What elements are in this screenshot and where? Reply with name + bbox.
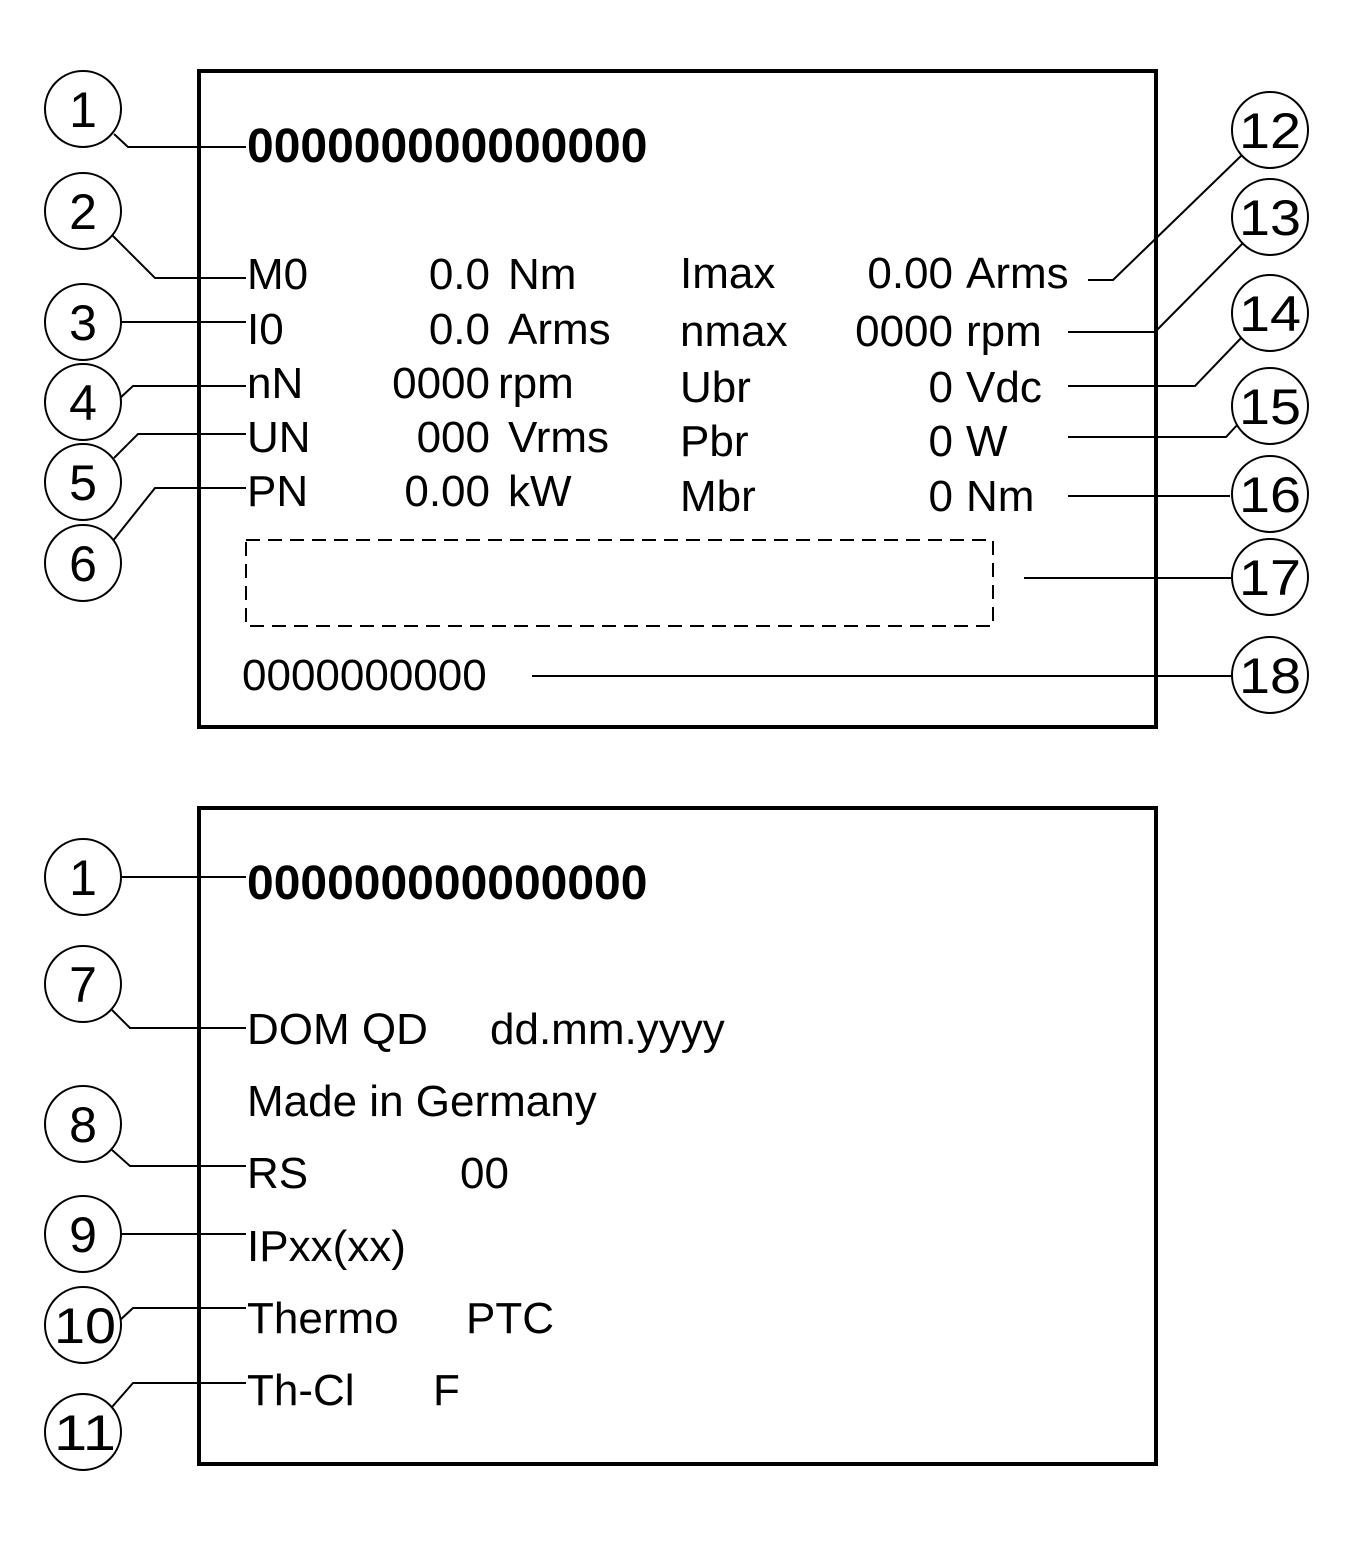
- row-nmax-label: nmax: [680, 307, 788, 356]
- thcl-value: F: [433, 1366, 460, 1415]
- row-m0-value: 0.0: [428, 250, 490, 299]
- callout-num-3: 3: [69, 295, 97, 351]
- leader-10: [118, 1308, 246, 1322]
- callout-num-11: 11: [54, 1405, 116, 1461]
- row-imax-label: Imax: [680, 249, 776, 298]
- callout-num-14: 14: [1239, 286, 1301, 342]
- row-pn-label: PN: [247, 467, 309, 516]
- plate1-type-code: 000000000000000: [247, 120, 648, 173]
- row-un-label: UN: [247, 413, 311, 462]
- callout-num-2: 2: [69, 184, 97, 240]
- leader-11: [112, 1383, 246, 1407]
- row-nmax-value: 0000: [855, 307, 953, 356]
- leader-7: [112, 1010, 246, 1028]
- rs-label: RS: [247, 1149, 309, 1198]
- callout-num-17: 17: [1239, 550, 1301, 606]
- callout-num-16: 16: [1239, 467, 1301, 523]
- callout-num-8: 8: [69, 1097, 97, 1153]
- callout-num-18: 18: [1239, 648, 1301, 704]
- row-nn-value: 0000: [392, 359, 490, 408]
- row-ubr-unit: Vdc: [966, 363, 1042, 412]
- row-m0-unit: Nm: [508, 250, 577, 299]
- thermo-label: Thermo: [247, 1294, 399, 1343]
- row-ubr-value: 0: [928, 363, 953, 412]
- callout-num-13: 13: [1239, 190, 1301, 246]
- leader-6: [112, 488, 246, 542]
- callout-num-6: 6: [69, 536, 97, 592]
- callout-num-7: 7: [69, 957, 97, 1013]
- label-area-dashed: [246, 540, 993, 626]
- rs-value: 00: [460, 1149, 509, 1198]
- row-un-value: 000: [416, 413, 490, 462]
- callout-num-1a: 1: [69, 82, 97, 138]
- row-imax-unit: Arms: [966, 249, 1069, 298]
- dom-value: dd.mm.yyyy: [490, 1005, 725, 1054]
- thermo-value: PTC: [466, 1294, 554, 1343]
- row-pn-value: 0.00: [404, 467, 490, 516]
- plate2-type-code: 000000000000000: [247, 857, 648, 910]
- row-pn-unit: kW: [508, 467, 572, 516]
- row-mbr-label: Mbr: [680, 472, 756, 521]
- callout-num-9: 9: [69, 1207, 97, 1263]
- callout-num-4: 4: [69, 375, 97, 431]
- callout-num-10: 10: [54, 1298, 116, 1354]
- leader-1a: [114, 134, 246, 147]
- callout-num-12: 12: [1239, 103, 1301, 159]
- origin-text: Made in Germany: [247, 1077, 597, 1126]
- row-pbr-unit: W: [966, 417, 1008, 466]
- row-i0-value: 0.0: [428, 305, 490, 354]
- ip-rating: IPxx(xx): [247, 1222, 406, 1271]
- leader-12: [1088, 154, 1243, 280]
- leader-2: [112, 235, 246, 278]
- callout-num-15: 15: [1239, 379, 1301, 435]
- leader-5: [114, 434, 246, 458]
- thcl-label: Th-Cl: [247, 1366, 355, 1415]
- row-m0-label: M0: [247, 250, 309, 299]
- row-mbr-unit: Nm: [966, 472, 1035, 521]
- row-un-unit: Vrms: [508, 413, 610, 462]
- row-i0-unit: Arms: [508, 305, 611, 354]
- leader-4: [119, 386, 246, 399]
- row-pbr-value: 0: [928, 417, 953, 466]
- callout-num-5: 5: [69, 455, 97, 511]
- dom-label: DOM QD: [247, 1005, 428, 1054]
- row-ubr-label: Ubr: [680, 363, 751, 412]
- row-mbr-value: 0: [928, 472, 953, 521]
- plate1-serial: 0000000000: [242, 651, 487, 700]
- callout-num-1b: 1: [69, 850, 97, 906]
- row-nmax-unit: rpm: [966, 307, 1042, 356]
- row-pbr-label: Pbr: [680, 417, 749, 466]
- leader-8: [112, 1150, 246, 1166]
- row-i0-label: I0: [247, 305, 284, 354]
- row-imax-value: 0.00: [867, 249, 953, 298]
- leader-15: [1068, 423, 1239, 437]
- row-nn-unit: rpm: [498, 359, 574, 408]
- row-nn-label: nN: [247, 359, 304, 408]
